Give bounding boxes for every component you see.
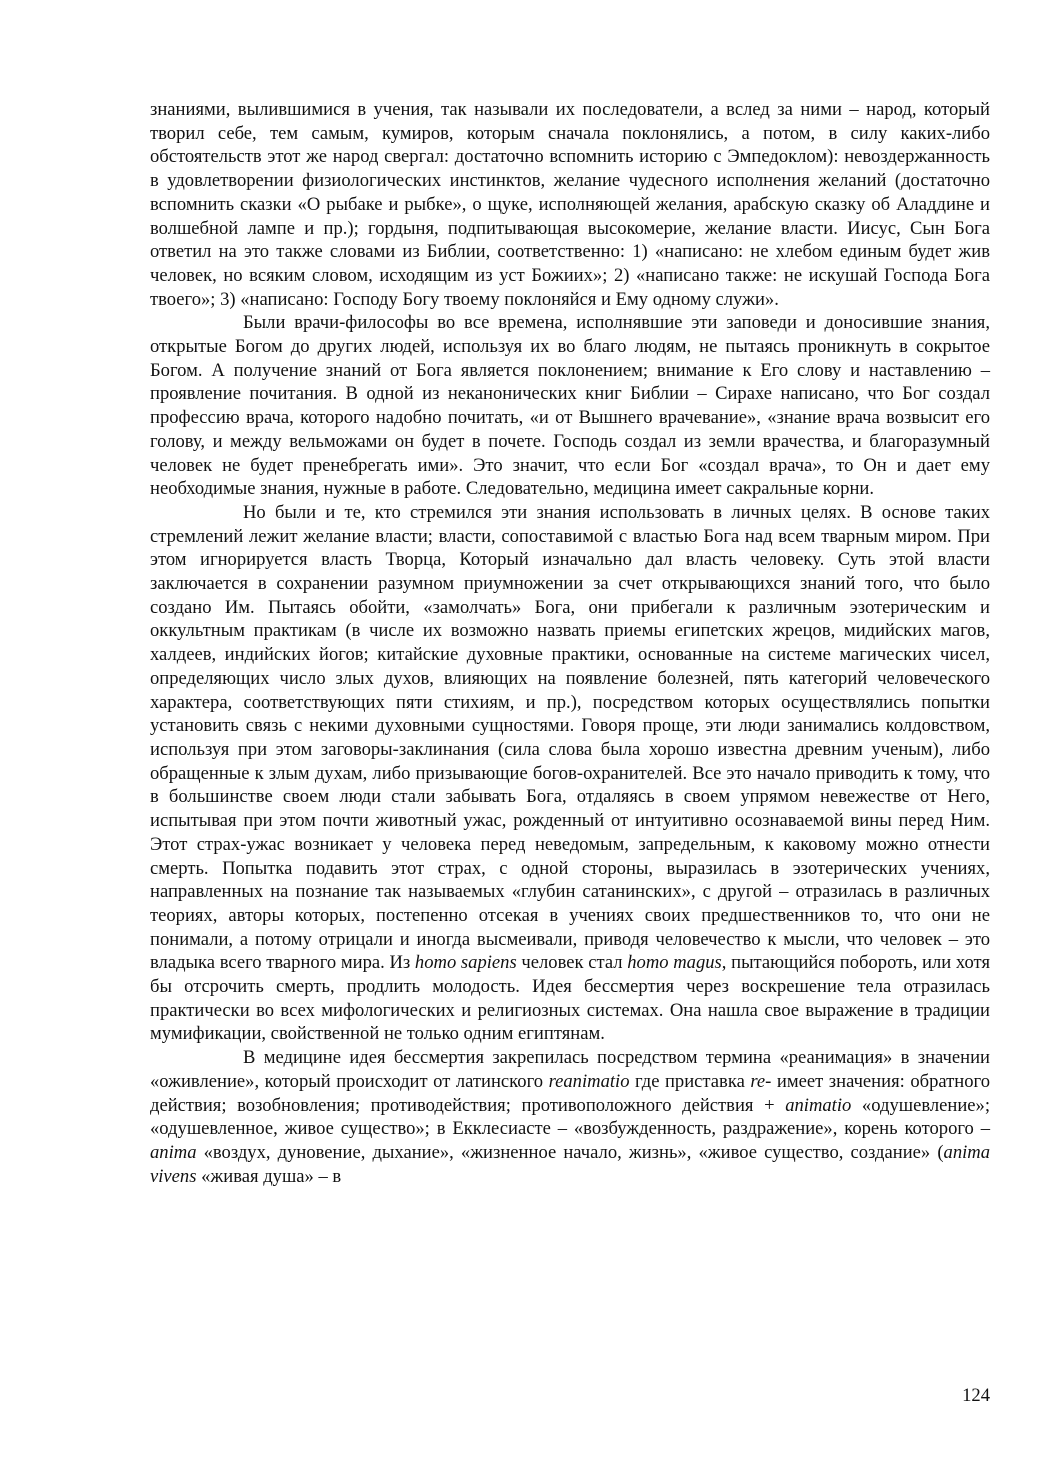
paragraph-4 (150, 1046, 990, 1188)
paragraph-4-text-3: имеет значения: обратного действия; возобновления; противодействия; противоположного действия + (150, 1070, 990, 1116)
paragraph-4-text-1: В медицине идея бессмертия закрепилась посредством термина «реанимация» в значении «оживление», который происходит от латинского (150, 1047, 990, 1092)
paragraph-4-italic-5: anima vivens (150, 1141, 990, 1187)
paragraph-3-italic-2: homo magus (627, 952, 722, 974)
paragraph-3-text-1: Но были и те, кто стремился эти знания использовать в личных целях. В основе таких стремлений лежит желание власти; власти, сопоставимой с властью Бога над всем тварным миром. При этом игнорируется власть Творца, Который изначально дал власть человеку. Суть этой власти заключается в сохранении разумном приумножении за счет открывающихся знаний того, что было создано Им. Пытаясь обойти, «замолчать» Бога, они прибегали к различным эзотерическим и оккультным практикам (в числе их возможно назвать приемы египетских жрецов, мидийских магов, халдеев, индийских йогов; китайские духовные практики, основанные на системе магических чисел, определяющих число злых духов, влияющих на появление болезней, пять категорий человеческого характера, соответствующих пяти стихиям, и пр.), посредством которых осуществлялись попытки установить связь с некими духовными сущностями. Говоря проще, эти люди занимались колдовством, используя при этом заговоры-заклинания (сила слова была хорошо известна древним ученым), либо обращенные к злым духам, либо призывающие богов-охранителей. Все это начало приводить к тому, что в большинстве своем люди стали забывать Бога, отдаляясь в своем упрямом невежестве от Него, испытывая при этом почти животный ужас, рожденный от интуитивно осознаваемой вины перед Ним. Этот страх-ужас возникает у человека перед неведомым, запредельным, к каковому можно отнести смерть. Попытка подавить этот страх, с одной стороны, выразилась в эзотерических учениях, направленных на познание так называемых «глубин сатанинских», с другой – отразилась в различных теориях, авторы которых, постепенно отсекая в учениях своих предшественников то, что они не понимали, а потому отрицали и иногда высмеивали, приводя человечество к мысли, что человек – это владыка всего тварного мира. Из (150, 501, 990, 974)
page-number: 124 (962, 1385, 990, 1406)
paragraph-3-italic-1: homo sapiens (414, 952, 517, 974)
paragraph-1-text: знаниями, вылившимися в учения, так называли их последователи, а вслед за ними – народ, который творил себе, тем самым, кумиров, которым сначала поклонялись, а потом, в силу каких-либо обстоятельств этот же народ свергал: достаточно вспомнить историю с Эмпедоклом): невоздержанность в удовлетворении физиологических инстинктов, желание чудесного исполнения желаний (достаточно вспомнить сказки «О рыбаке и рыбке», о щуке, исполняющей желания, арабскую сказку об Аладдине и волшебной лампе и пр.); гордыня, подпитывающая высокомерие, желание власти. Иисус, Сын Бога ответил на это также словами из Библии, соответственно: 1) «написано: не хлебом единым будет жив человек, но всяким словом, исходящим из уст Божиих»; 2) «написано также: не искушай Господа Бога твоего»; 3) «написано: Господу Богу твоему поклоняйся и Ему одному служи». (150, 99, 990, 310)
paragraph-4-italic-1: reanimatio (548, 1070, 630, 1092)
paragraph-4-text-5: «воздух, дуновение, дыхание», «жизненное начало, жизнь», «живое существо, создание» ( (196, 1141, 944, 1163)
paragraph-4-italic-2: re- (750, 1070, 772, 1092)
paragraph-4-italic-3: animatio (785, 1094, 852, 1116)
paragraph-4-text-2: где приставка (629, 1070, 751, 1092)
paragraph-2-text: Были врачи-философы во все времена, исполнявшие эти заповеди и доносившие знания, открытые Богом до других людей, используя их во благо людям, не пытаясь проникнуть в сокрытое Богом. А получение знаний от Бога является поклонением; внимание к Его слову и наставлению – проявление почитания. В одной из неканонических книг Библии – Сирахе написано, что Бог создал профессию врача, которого надобно почитать, «и от Вышнего врачевание», «знание врача возвысит его голову, и между вельможами он будет в почете. Господь создал из земли врачества, и благоразумный человек не будет пренебрегать ими». Это значит, что если Бог «создал врача», то Он и дает ему необходимые знания, нужные в работе. Следовательно, медицина имеет сакральные корни. (150, 312, 990, 500)
paragraph-2 (150, 311, 990, 501)
paragraph-4-text-6: «живая душа» – в (196, 1165, 342, 1187)
document-body (150, 98, 990, 1188)
paragraph-3-text-3: , пытающийся побороть, или хотя бы отсрочить смерть, продлить молодость. Идея бессмертия через воскрешение тела отразилась практически во всех мифологических и религиозных системах. Она нашла свое выражение в традиции мумификации, свойственной не только одним египтянам. (150, 952, 990, 1045)
paragraph-4-text-4: «одушевление»; «одушевленное, живое существо»; в Екклесиасте – «возбужденность, раздражение», корень которого – (150, 1094, 991, 1140)
paragraph-1 (150, 98, 990, 311)
paragraph-3-text-2: человек стал (516, 952, 628, 974)
paragraph-3 (150, 501, 990, 1046)
paragraph-4-italic-4: anima (150, 1141, 197, 1163)
